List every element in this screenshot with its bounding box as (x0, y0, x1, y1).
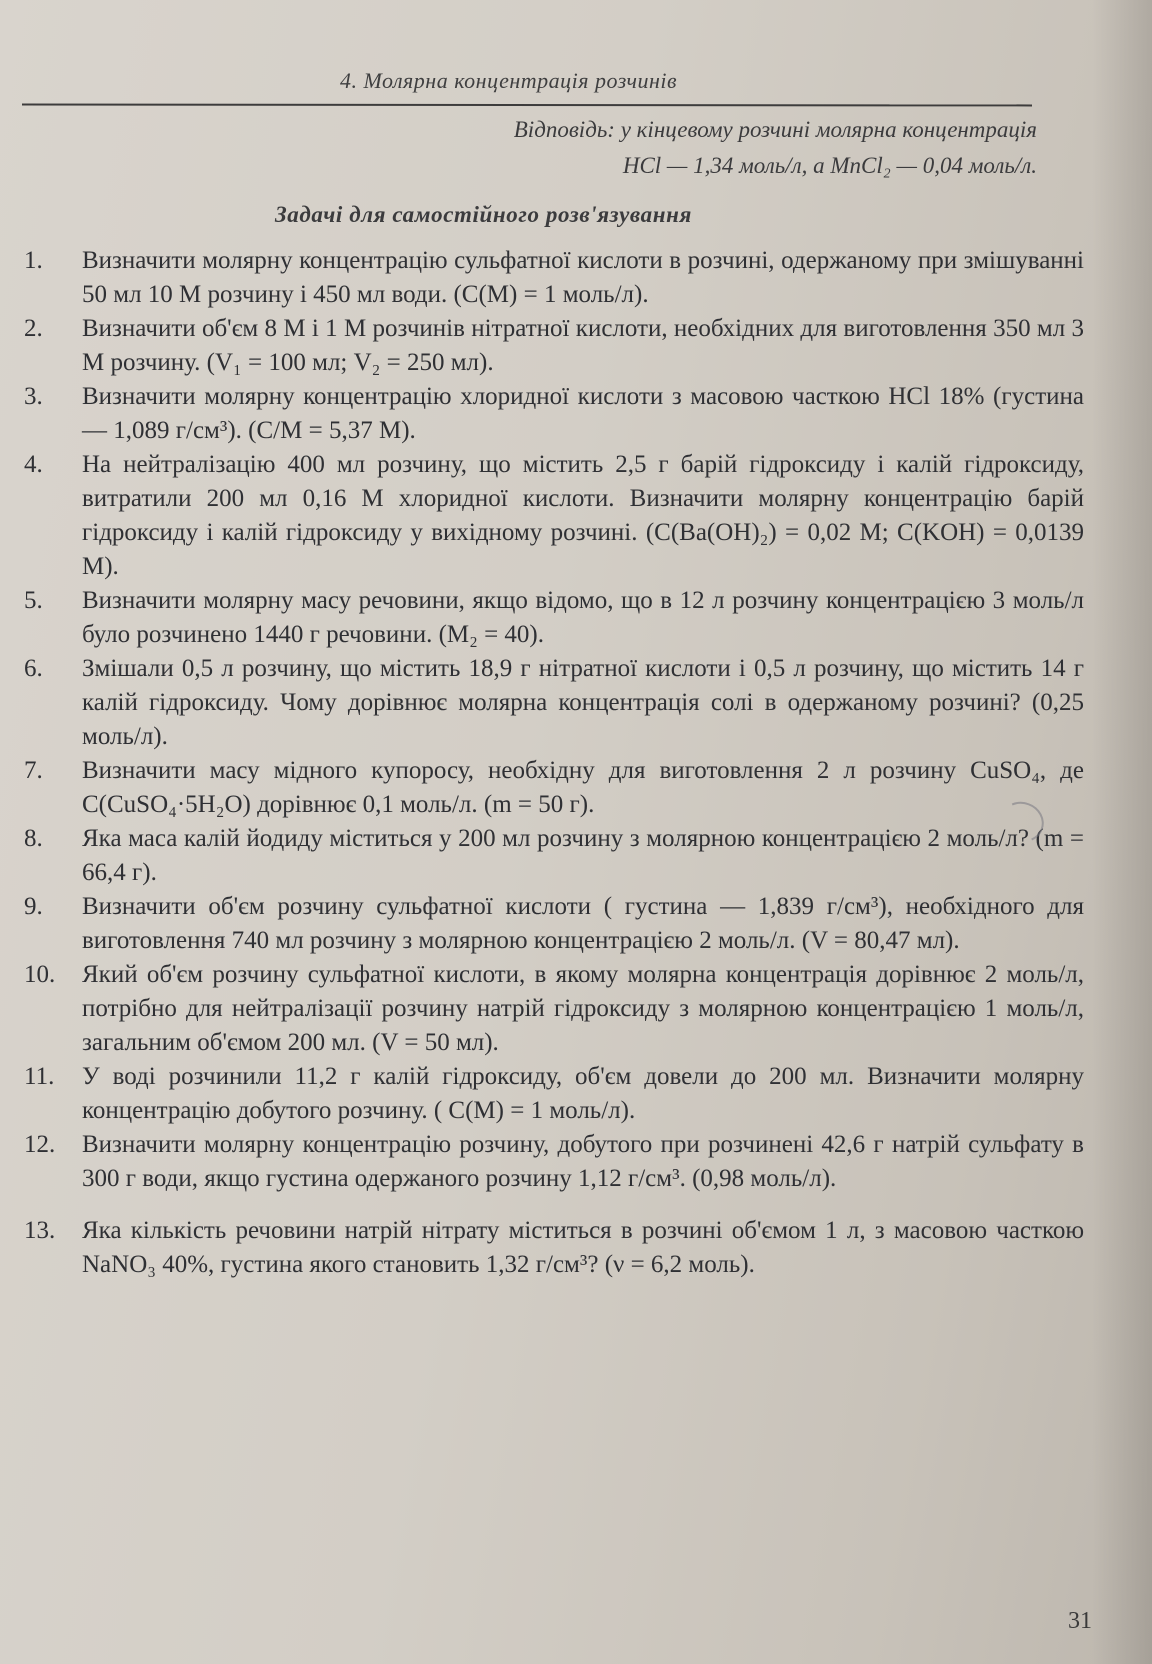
problem-text: Яка маса калій йодиду міститься у 200 мл розчину з молярною концентрацією 2 моль/л? (m = 66,4 г). (82, 825, 1084, 886)
problem-text: Визначити молярну масу речовини, якщо відомо, що в 12 л розчину концентрацією 3 моль/л було розчинено 1440 г речовини. (M₂ = 40). (82, 587, 1084, 648)
page-number: 31 (1068, 1608, 1092, 1634)
problem-item (24, 822, 1084, 890)
problem-item (24, 448, 1084, 584)
problem-text: Визначити молярну концентрацію хлоридної кислоти з масовою часткою HCl 18% (густина — 1,089 г/см³). (C/M = 5,37 M). (82, 383, 1084, 444)
problem-item (24, 380, 1084, 448)
spacer (24, 1196, 1084, 1214)
running-title: 4. Молярна концентрація розчинів (340, 68, 678, 93)
problem-number: 10. (24, 961, 56, 988)
problem-number: 2. (24, 315, 43, 342)
problem-text: Який об'єм розчину сульфатної кислоти, в якому молярна концентрація дорівнює 2 моль/л, потрібно для нейтралізації розчину натрій гідроксиду з молярною концентрацією 1 моль/л, загальним об'ємом 200 мл. (V = 50 мл). (82, 961, 1084, 1056)
problem-item (24, 312, 1084, 380)
problem-number: 4. (24, 451, 43, 478)
problem-text: На нейтралізацію 400 мл розчину, що містить 2,5 г барій гідроксиду і калій гідроксиду, витратили 200 мл 0,16 М хлоридної кислоти. Визначити молярну концентрацію барій гідроксиду і калій гідроксиду у вихідному розчині. (C(Ba(OH)₂) = 0,02 M; C(KOH) = 0,0139 M). (82, 451, 1084, 580)
problem-item (24, 1214, 1084, 1282)
problem-item (24, 958, 1084, 1060)
problem-item (24, 584, 1084, 652)
page-edge-shadow (1092, 0, 1152, 1664)
problem-text: Визначити масу мідного купоросу, необхідну для виготовлення 2 л розчину CuSO₄, де C(CuSO₄·5H₂O) дорівнює 0,1 моль/л. (m = 50 г). (82, 757, 1084, 818)
problem-item (24, 244, 1084, 312)
problem-number: 1. (24, 247, 43, 274)
problem-number: 9. (24, 893, 43, 920)
problem-item (24, 890, 1084, 958)
problem-list (24, 244, 1084, 1282)
problem-item (24, 754, 1084, 822)
answer-block (514, 112, 1037, 184)
problem-number: 8. (24, 825, 43, 852)
problem-number: 3. (24, 383, 43, 410)
problem-number: 5. (24, 587, 43, 614)
problem-text: Визначити об'єм розчину сульфатної кислоти ( густина — 1,839 г/см³), необхідного для виготовлення 740 мл розчину з молярною концентрацією 2 моль/л. (V = 80,47 мл). (82, 893, 1084, 954)
problem-text: Визначити об'єм 8 М і 1 М розчинів нітратної кислоти, необхідних для виготовлення 350 мл 3 М розчину. (V₁ = 100 мл; V₂ = 250 мл). (82, 315, 1084, 376)
problem-number: 11. (24, 1063, 55, 1090)
problem-item (24, 1060, 1084, 1128)
answer-line-2: HCl — 1,34 моль/л, а MnCl₂ — 0,04 моль/л. (622, 153, 1037, 178)
problem-item (24, 652, 1084, 754)
problem-number: 6. (24, 655, 43, 682)
problem-number: 7. (24, 757, 43, 784)
problem-item (24, 1128, 1084, 1196)
problem-text: Змішали 0,5 л розчину, що містить 18,9 г нітратної кислоти і 0,5 л розчину, що містить 14 г калій гідроксиду. Чому дорівнює молярна концентрація солі в одержаному розчині? (0,25 моль/л). (82, 655, 1084, 750)
problem-text: Визначити молярну концентрацію сульфатної кислоти в розчині, одержаному при змішуванні 50 мл 10 М розчину і 450 мл води. (C(M) = 1 моль/л). (82, 247, 1084, 308)
problem-text: Визначити молярну концентрацію розчину, добутого при розчинені 42,6 г натрій сульфату в 300 г води, якщо густина одержаного розчину 1,12 г/см³. (0,98 моль/л). (82, 1131, 1084, 1192)
section-title: Задачі для самостійного розв'язування (275, 202, 692, 227)
answer-line-1: Відповідь: у кінцевому розчині молярна концентрація (513, 117, 1037, 142)
problem-number: 12. (24, 1131, 56, 1158)
problem-text: У воді розчинили 11,2 г калій гідроксиду, об'єм довели до 200 мл. Визначити молярну концентрацію добутого розчину. ( C(M) = 1 моль/л). (82, 1063, 1084, 1124)
header-rule (22, 104, 1032, 107)
problem-text: Яка кількість речовини натрій нітрату міститься в розчині об'ємом 1 л, з масовою часткою NaNO₃ 40%, густина якого становить 1,32 г/см³? (ν = 6,2 моль). (82, 1217, 1084, 1278)
problem-number: 13. (24, 1217, 56, 1244)
